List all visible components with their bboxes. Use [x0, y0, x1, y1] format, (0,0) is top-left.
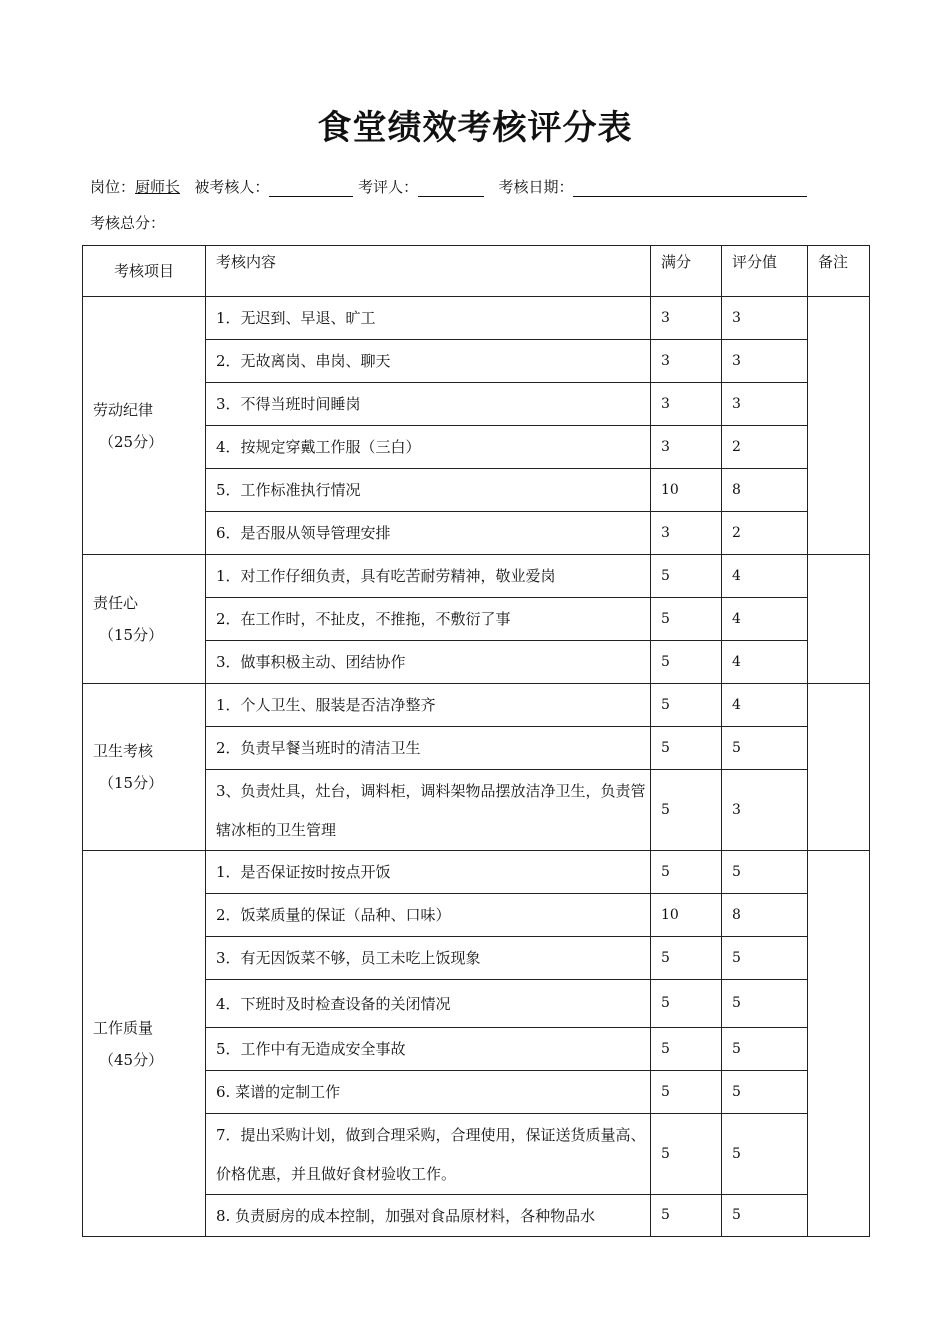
table-row — [83, 684, 870, 727]
criterion-text: 1．个人卫生、服装是否洁净整齐 — [206, 684, 651, 727]
criterion-text: 3．有无因饭菜不够，员工未吃上饭现象 — [206, 937, 651, 980]
score-table — [82, 245, 870, 1237]
criterion-text: 2．饭菜质量的保证（品种、口味） — [206, 894, 651, 937]
score-value[interactable]: 2 — [722, 426, 808, 469]
assessee-field[interactable] — [269, 178, 353, 197]
full-score: 5 — [651, 770, 722, 851]
category-name: 工作质量 — [93, 1018, 154, 1037]
category-cell — [83, 555, 206, 684]
full-score: 5 — [651, 1028, 722, 1071]
criterion-text: 3．做事积极主动、团结协作 — [206, 641, 651, 684]
score-value[interactable]: 5 — [722, 1114, 808, 1195]
criterion-text: 8. 负责厨房的成本控制，加强对食品原材料，各种物品水 — [206, 1195, 651, 1237]
score-value[interactable]: 8 — [722, 469, 808, 512]
full-score: 3 — [651, 340, 722, 383]
criterion-text: 4．下班时及时检查设备的关闭情况 — [206, 980, 651, 1028]
date-field[interactable] — [573, 178, 807, 197]
score-value[interactable]: 5 — [722, 851, 808, 894]
table-row — [83, 555, 870, 598]
criterion-text: 5．工作标准执行情况 — [206, 469, 651, 512]
full-score: 5 — [651, 684, 722, 727]
header-note: 备注 — [808, 246, 870, 297]
table-row — [83, 851, 870, 894]
category-cell — [83, 851, 206, 1237]
criterion-text: 5．工作中有无造成安全事故 — [206, 1028, 651, 1071]
header-score: 评分值 — [722, 246, 808, 297]
total-label: 考核总分： — [90, 214, 166, 232]
criterion-text: 1．对工作仔细负责，具有吃苦耐劳精神，敬业爱岗 — [206, 555, 651, 598]
header-full: 满分 — [651, 246, 722, 297]
category-points: （25分） — [99, 432, 164, 451]
score-value[interactable]: 4 — [722, 684, 808, 727]
note-cell[interactable] — [808, 297, 870, 555]
score-value[interactable]: 5 — [722, 937, 808, 980]
score-value[interactable]: 5 — [722, 1028, 808, 1071]
criterion-text: 1．无迟到、早退、旷工 — [206, 297, 651, 340]
score-value[interactable]: 5 — [722, 980, 808, 1028]
full-score: 5 — [651, 851, 722, 894]
full-score: 3 — [651, 383, 722, 426]
table-header-row — [83, 246, 870, 297]
full-score: 5 — [651, 937, 722, 980]
full-score: 10 — [651, 469, 722, 512]
criterion-text: 7．提出采购计划，做到合理采购，合理使用，保证送货质量高、价格优惠，并且做好食材验收工作。 — [206, 1114, 651, 1195]
assessor-field[interactable] — [418, 178, 484, 197]
header-content: 考核内容 — [206, 246, 651, 297]
score-value[interactable]: 3 — [722, 770, 808, 851]
full-score: 5 — [651, 555, 722, 598]
header-item: 考核项目 — [83, 246, 206, 297]
full-score: 3 — [651, 426, 722, 469]
full-score: 5 — [651, 1195, 722, 1237]
score-value[interactable]: 3 — [722, 383, 808, 426]
note-cell[interactable] — [808, 851, 870, 1237]
full-score: 5 — [651, 1071, 722, 1114]
assessor-label: 考评人： — [358, 178, 419, 196]
criterion-text: 4．按规定穿戴工作服（三白） — [206, 426, 651, 469]
category-name: 劳动纪律 — [93, 400, 154, 419]
category-cell — [83, 297, 206, 555]
score-value[interactable]: 8 — [722, 894, 808, 937]
category-name: 责任心 — [93, 594, 139, 612]
score-value[interactable]: 2 — [722, 512, 808, 555]
assessee-label: 被考核人： — [194, 178, 270, 196]
score-value[interactable]: 5 — [722, 1071, 808, 1114]
table-row — [83, 297, 870, 340]
category-cell — [83, 684, 206, 851]
score-value[interactable]: 4 — [722, 641, 808, 684]
full-score: 5 — [651, 641, 722, 684]
score-value[interactable]: 3 — [722, 340, 808, 383]
category-points: （15分） — [99, 626, 164, 644]
page-title: 食堂绩效考核评分表 — [317, 108, 633, 148]
criterion-text: 6. 菜谱的定制工作 — [206, 1071, 651, 1114]
full-score: 5 — [651, 727, 722, 770]
meta-line — [90, 176, 807, 197]
criterion-text: 3．不得当班时间睡岗 — [206, 383, 651, 426]
score-value[interactable]: 4 — [722, 555, 808, 598]
criterion-text: 2．负责早餐当班时的清洁卫生 — [206, 727, 651, 770]
category-name: 卫生考核 — [93, 742, 154, 760]
criterion-text: 3、负责灶具，灶台，调料柜，调料架物品摆放洁净卫生，负责管辖冰柜的卫生管理 — [206, 770, 651, 851]
full-score: 10 — [651, 894, 722, 937]
full-score: 5 — [651, 980, 722, 1028]
full-score: 3 — [651, 512, 722, 555]
criterion-text: 2．在工作时，不扯皮，不推拖，不敷衍了事 — [206, 598, 651, 641]
total-line — [90, 212, 165, 233]
criterion-text: 6．是否服从领导管理安排 — [206, 512, 651, 555]
category-points: （15分） — [99, 774, 164, 792]
full-score: 3 — [651, 297, 722, 340]
note-cell[interactable] — [808, 555, 870, 684]
date-label: 考核日期： — [498, 178, 574, 196]
score-value[interactable]: 5 — [722, 1195, 808, 1237]
full-score: 5 — [651, 598, 722, 641]
score-value[interactable]: 3 — [722, 297, 808, 340]
full-score: 5 — [651, 1114, 722, 1195]
criterion-text: 2．无故离岗、串岗、聊天 — [206, 340, 651, 383]
position-label: 岗位： — [90, 178, 136, 196]
criterion-text: 1．是否保证按时按点开饭 — [206, 851, 651, 894]
score-value[interactable]: 4 — [722, 598, 808, 641]
category-points: （45分） — [99, 1050, 164, 1069]
note-cell[interactable] — [808, 684, 870, 851]
position-value: 厨师长 — [135, 178, 181, 196]
score-value[interactable]: 5 — [722, 727, 808, 770]
